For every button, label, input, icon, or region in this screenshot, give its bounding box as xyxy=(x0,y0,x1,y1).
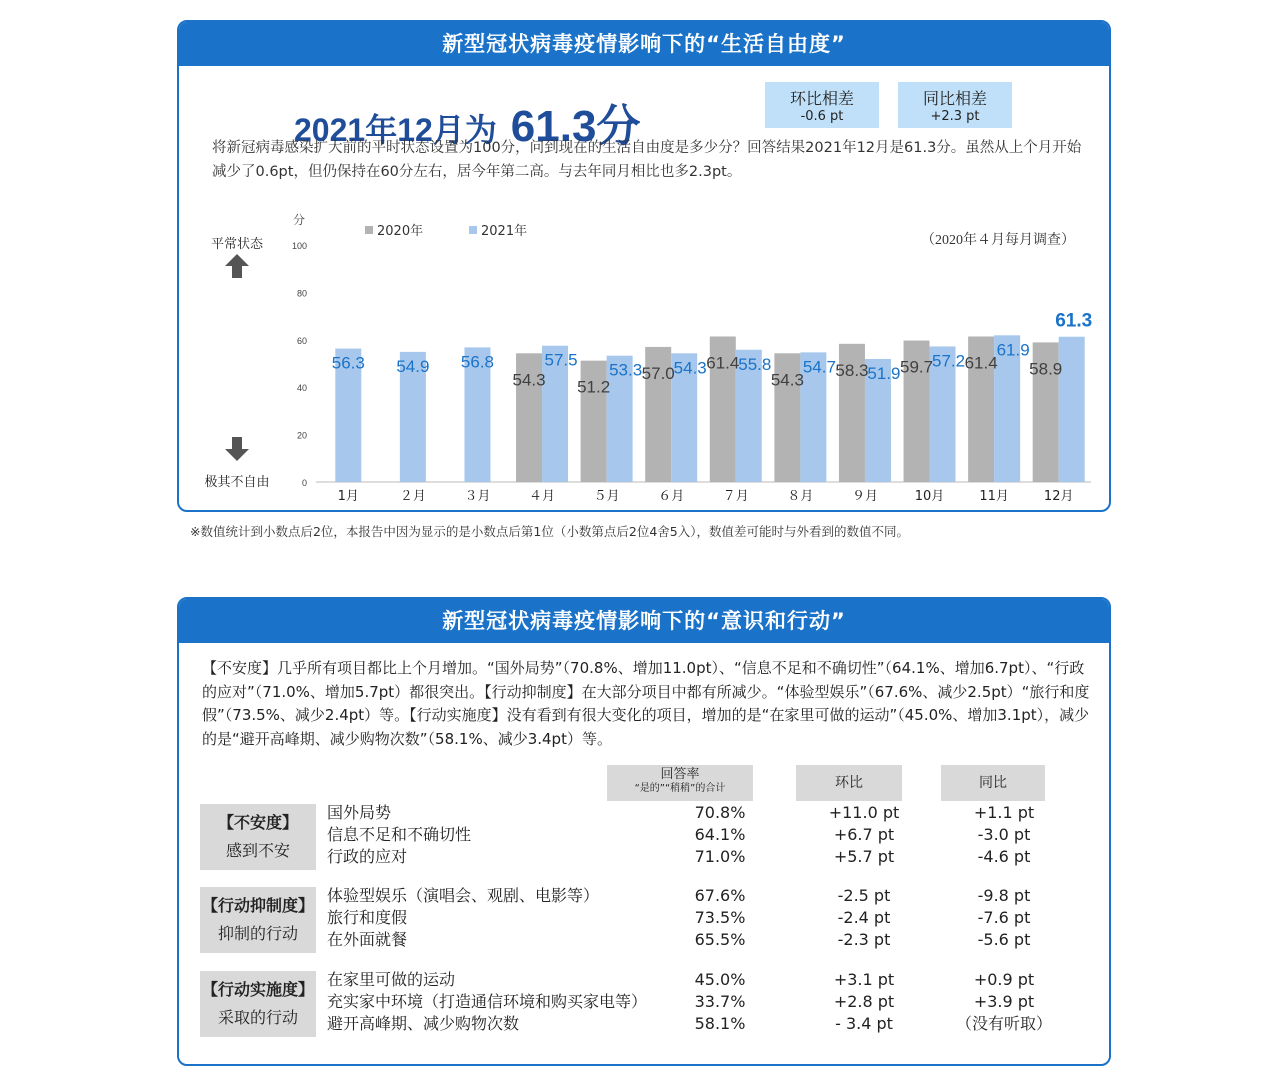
category-name: 感到不安 xyxy=(225,841,290,860)
col-yoy-header: 同比 xyxy=(941,765,1045,801)
legend-swatch xyxy=(469,226,477,234)
x-tick-label: ５月 xyxy=(593,489,620,504)
footnote: ※数值统计到小数点后2位，本报告中因为显示的是小数点后第1位（小数第点后2位4舍5入），数值差可能时与外看到的数值不同。 xyxy=(190,524,909,539)
answer-rate: 67.6% xyxy=(694,886,746,905)
yoy-change: -7.6 pt xyxy=(977,908,1031,927)
data-label-2020: 58.9 xyxy=(1029,359,1063,379)
legend-swatch xyxy=(365,226,373,234)
yoy-change: -5.6 pt xyxy=(977,930,1031,949)
x-tick-label: ８月 xyxy=(787,489,814,504)
data-label-2020: 58.3 xyxy=(835,360,869,380)
category-box xyxy=(200,804,316,870)
category-tag: 【行动实施度】 xyxy=(201,980,314,999)
x-tick-label: 10月 xyxy=(914,489,945,504)
yoy-diff-box xyxy=(898,82,1012,128)
survey-item: 行政的应对 xyxy=(327,847,408,866)
side-label-bottom: 极其不自由 xyxy=(204,475,270,490)
data-label-2021: 57.5 xyxy=(544,350,578,370)
data-label-2021: 54.9 xyxy=(396,356,430,376)
yoy-change: +1.1 pt xyxy=(973,803,1035,822)
yoy-change: +3.9 pt xyxy=(973,992,1035,1011)
mom-change: -2.5 pt xyxy=(837,886,891,905)
mom-change: +5.7 pt xyxy=(833,847,895,866)
data-label-2021: 61.9 xyxy=(996,340,1030,360)
mom-change: +11.0 pt xyxy=(828,803,900,822)
category-box xyxy=(200,887,316,953)
survey-item: 信息不足和不确切性 xyxy=(327,825,472,844)
y-tick-label: 80 xyxy=(296,288,307,299)
y-axis-unit: 分 xyxy=(293,213,306,227)
data-label-2021: 54.7 xyxy=(802,357,836,377)
down-arrow-icon xyxy=(225,437,249,461)
headline-score: 61.3分 xyxy=(510,102,641,151)
x-tick-label: ２月 xyxy=(399,489,426,504)
data-label-2020: 54.3 xyxy=(770,370,804,390)
answer-rate: 73.5% xyxy=(694,908,746,927)
data-label-2020: 61.4 xyxy=(706,353,740,373)
answer-rate: 64.1% xyxy=(694,825,746,844)
data-label-2021: 55.8 xyxy=(738,354,772,374)
data-label-2021: 53.3 xyxy=(609,360,643,380)
survey-item: 在家里可做的运动 xyxy=(327,970,456,989)
panel1-description: 将新冠病毒感染扩大前的平时状态设置为100分，问到现在的生活自由度是多少分？回答结果2021年12月是61.3分。虽然从上个月开始减少了0.6pt，但仍保持在60分左右，居今年第二高。与去年同月相比也多2.3pt。 xyxy=(212,140,1082,180)
answer-rate: 58.1% xyxy=(694,1014,746,1033)
x-tick-label: 12月 xyxy=(1043,489,1074,504)
data-label-2020: 61.4 xyxy=(964,353,998,373)
mom-change: - 3.4 pt xyxy=(835,1014,893,1033)
y-tick-label: 40 xyxy=(296,383,307,394)
answer-rate: 70.8% xyxy=(694,803,746,822)
panel1-header: 新型冠状病毒疫情影响下的“生活自由度” xyxy=(179,22,1109,66)
yoy-change: -3.0 pt xyxy=(977,825,1031,844)
yoy-change: （没有听取） xyxy=(955,1014,1052,1033)
col-rate-sublabel: “是的”“稍稍”的合计 xyxy=(634,783,726,794)
mom-value: -0.6 pt xyxy=(800,109,844,124)
freedom-chart xyxy=(179,202,1109,510)
data-label-2021: 56.3 xyxy=(331,353,365,373)
legend-label: 2020年 xyxy=(377,224,424,239)
x-tick-label: ４月 xyxy=(529,489,556,504)
mom-change: +2.8 pt xyxy=(833,992,895,1011)
mom-change: -2.3 pt xyxy=(837,930,891,949)
mom-change: +6.7 pt xyxy=(833,825,895,844)
yoy-change: -9.8 pt xyxy=(977,886,1031,905)
survey-item: 体验型娱乐（演唱会、观剧、电影等） xyxy=(327,886,600,905)
category-tag: 【行动抑制度】 xyxy=(201,896,314,915)
y-tick-label: 100 xyxy=(291,241,307,251)
col-rate-header xyxy=(607,765,753,801)
survey-item: 在外面就餐 xyxy=(327,930,408,949)
side-label-top: 平常状态 xyxy=(210,237,264,252)
mom-label: 环比相差 xyxy=(789,89,854,108)
panel2-description: 【不安度】几乎所有项目都比上个月增加。“国外局势”（70.8%、增加11.0pt）、“信息不足和不确切性”（64.1%、增加6.7pt）、“行政的应对”（71.0%、增加5.7pt）都很突出。【行动抑制度】在大部分项目中都有所减少。“体验型娱乐”（67.6%、减少2.5pt）“旅行和度假”（73.5%、减少2.4pt）等。【行动实施度】没有看到有很大变化的项目，增加的是“在家里可做的运动”（45.0%、增加3.1pt），减少的是“避开高峰期、减少购物次数”（58.1%、减少3.4pt）等。 xyxy=(202,659,1090,748)
data-label-2021: 51.9 xyxy=(867,363,901,383)
answer-rate: 33.7% xyxy=(694,992,746,1011)
category-box xyxy=(200,971,316,1037)
up-arrow-icon xyxy=(225,254,249,278)
col-rate-label: 回答率 xyxy=(660,767,700,782)
mom-change: -2.4 pt xyxy=(837,908,891,927)
life-freedom-panel xyxy=(177,20,1111,512)
freedom-bar-chart xyxy=(179,202,1109,510)
legend-label: 2021年 xyxy=(481,224,528,239)
yoy-change: +0.9 pt xyxy=(973,970,1035,989)
data-label-2020: 54.3 xyxy=(512,370,546,390)
data-label-2021: 54.3 xyxy=(673,358,707,378)
bar-2021 xyxy=(1059,337,1085,482)
chart-annotation: （2020年４月每月调查） xyxy=(921,233,1075,248)
y-tick-label: 20 xyxy=(296,430,307,441)
x-tick-label: 11月 xyxy=(979,489,1009,504)
data-label-2020: 57.0 xyxy=(641,363,675,383)
awareness-action-panel xyxy=(177,597,1111,1066)
data-label-2021: 61.3 xyxy=(1055,310,1093,332)
answer-rate: 71.0% xyxy=(694,847,746,866)
x-tick-label: 1月 xyxy=(337,489,359,504)
x-tick-label: ３月 xyxy=(464,489,491,504)
data-label-2020: 59.7 xyxy=(899,357,934,377)
answer-rate: 65.5% xyxy=(694,930,746,949)
x-tick-label: ９月 xyxy=(851,489,878,504)
x-tick-label: ７月 xyxy=(722,489,749,504)
col-mom-header: 环比 xyxy=(796,765,902,801)
survey-item: 避开高峰期、减少购物次数 xyxy=(327,1014,520,1033)
mom-diff-box xyxy=(765,82,879,128)
data-label-2021: 57.2 xyxy=(931,351,966,371)
x-tick-label: ６月 xyxy=(658,489,685,504)
panel2-header: 新型冠状病毒疫情影响下的“意识和行动” xyxy=(179,599,1109,643)
y-tick-label: 0 xyxy=(301,478,307,488)
category-name: 采取的行动 xyxy=(217,1008,298,1027)
headline-date: 2021年12月为 xyxy=(294,112,497,148)
mom-change: +3.1 pt xyxy=(833,970,895,989)
category-name: 抑制的行动 xyxy=(217,924,298,943)
yoy-change: -4.6 pt xyxy=(977,847,1031,866)
category-tag: 【不安度】 xyxy=(217,813,298,832)
answer-rate: 45.0% xyxy=(694,970,746,989)
y-tick-label: 60 xyxy=(296,335,307,346)
survey-item: 充实家中环境（打造通信环境和购买家电等） xyxy=(327,992,648,1011)
yoy-value: +2.3 pt xyxy=(930,109,980,124)
data-label-2021: 56.8 xyxy=(460,352,495,372)
data-label-2020: 51.2 xyxy=(577,377,611,397)
survey-item: 国外局势 xyxy=(327,803,392,822)
survey-item: 旅行和度假 xyxy=(327,908,408,927)
yoy-label: 同比相差 xyxy=(922,89,987,108)
